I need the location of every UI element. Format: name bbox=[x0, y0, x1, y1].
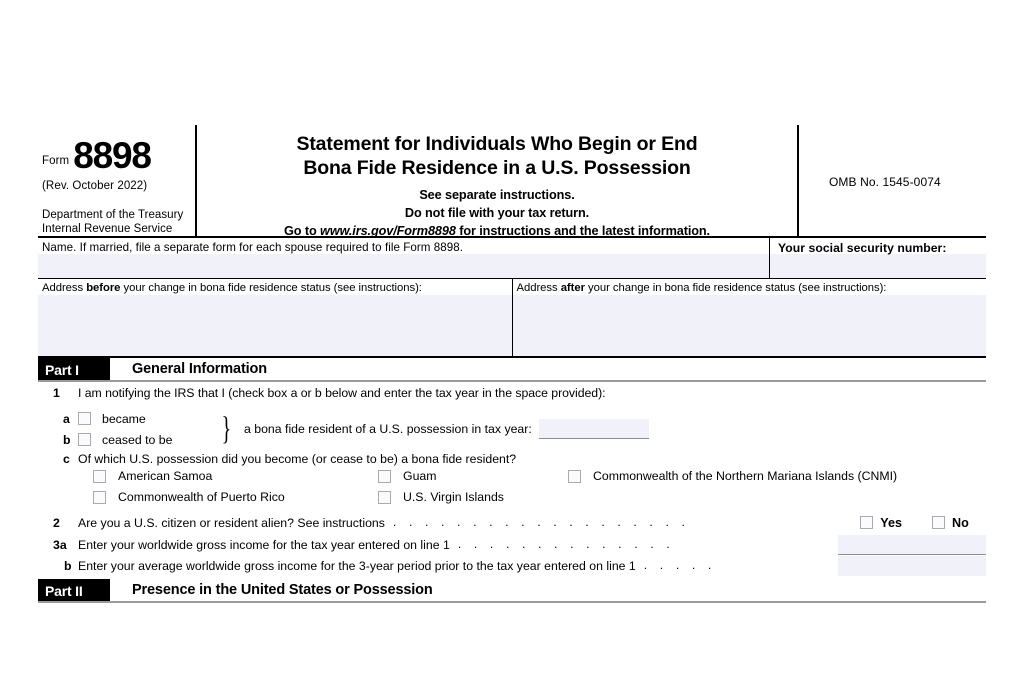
address-after-label bbox=[517, 282, 987, 294]
form-department bbox=[42, 208, 189, 236]
possession-option-guam[interactable] bbox=[378, 469, 437, 483]
line-1a-label: became bbox=[102, 411, 146, 426]
possession-option-puerto-rico[interactable] bbox=[93, 490, 285, 504]
part-1-header bbox=[38, 358, 986, 382]
part-1-tag: Part I bbox=[38, 358, 110, 380]
tax-year-group bbox=[232, 419, 649, 439]
possession-checkbox-guam[interactable] bbox=[378, 470, 391, 483]
line-1ab-block: a became b ceased to be } a bona fide resident of a U.S. possession in tax year: bbox=[38, 408, 986, 450]
line-2-answer-group bbox=[860, 516, 986, 530]
address-before-cell[interactable] bbox=[38, 279, 513, 356]
form-revision-date: (Rev. October 2022) bbox=[42, 180, 148, 192]
possession-label-guam: Guam bbox=[403, 469, 437, 483]
address-before-label bbox=[42, 282, 512, 294]
line-2-no-checkbox[interactable] bbox=[932, 516, 945, 529]
possession-options-row-2 bbox=[38, 490, 986, 511]
possession-options-row-1 bbox=[38, 469, 986, 490]
line-2-leader: . . . . . . . . . . . . . . . . . . . bbox=[392, 514, 690, 529]
address-after-cell[interactable] bbox=[513, 279, 987, 356]
tax-year-text: a bona fide resident of a U.S. possession in tax year: bbox=[244, 422, 532, 436]
ssn-field-cell[interactable] bbox=[770, 238, 986, 278]
line-3a-leader: . . . . . . . . . . . . . . bbox=[457, 536, 675, 551]
form-header bbox=[38, 125, 986, 238]
possession-checkbox-american-samoa[interactable] bbox=[93, 470, 106, 483]
form-title-block bbox=[197, 125, 799, 236]
name-field-cell[interactable] bbox=[38, 238, 770, 278]
line-3b-number: b bbox=[64, 558, 72, 573]
line-2-text: Are you a U.S. citizen or resident alien? See instructions bbox=[78, 515, 385, 530]
possession-label-us-virgin-islands: U.S. Virgin Islands bbox=[403, 490, 504, 504]
department-line-1: Department of the Treasury bbox=[42, 209, 184, 221]
possession-label-cnmi: Commonwealth of the Northern Mariana Islands (CNMI) bbox=[593, 469, 898, 483]
line-1c-letter: c bbox=[63, 452, 70, 466]
line-2-yes-label: Yes bbox=[880, 515, 902, 530]
part-2-title: Presence in the United States or Possession bbox=[132, 582, 433, 598]
possession-option-american-samoa[interactable] bbox=[93, 469, 212, 483]
line-1b-label: ceased to be bbox=[102, 432, 173, 447]
line-3a-number: 3a bbox=[53, 537, 67, 552]
line-2-yes-checkbox[interactable] bbox=[860, 516, 873, 529]
line-3b-leader: . . . . . bbox=[643, 557, 716, 572]
line-1b-letter: b bbox=[63, 432, 71, 447]
line-1ab-options bbox=[38, 408, 223, 450]
ssn-field-label: Your social security number: bbox=[778, 241, 947, 255]
line-1b-row[interactable] bbox=[38, 429, 223, 450]
form-title-line-1: Statement for Individuals Who Begin or End bbox=[296, 133, 698, 155]
form-subtitle-donotfile: Do not file with your tax return. bbox=[404, 205, 590, 220]
part-2-header bbox=[38, 579, 986, 603]
form-identity-block bbox=[38, 125, 197, 236]
line-1c-text: Of which U.S. possession did you become (or cease to be) a bona fide resident? bbox=[78, 452, 517, 466]
line-2-no-label: No bbox=[952, 515, 969, 530]
form-number-line bbox=[42, 127, 189, 176]
possession-checkbox-cnmi[interactable] bbox=[568, 470, 581, 483]
irs-form-url[interactable]: www.irs.gov/Form8898 bbox=[320, 223, 456, 238]
address-after-suffix: your change in bona fide residence status (see instructions): bbox=[584, 282, 887, 294]
omb-block bbox=[799, 125, 986, 236]
address-after-emphasis: after bbox=[560, 282, 585, 294]
address-row bbox=[38, 279, 986, 358]
line-3a-text: Enter your worldwide gross income for the tax year entered on line 1 bbox=[78, 537, 450, 552]
possession-option-us-virgin-islands[interactable] bbox=[378, 490, 504, 504]
form-subtitle-goto bbox=[205, 222, 789, 240]
name-ssn-row bbox=[38, 238, 986, 279]
possession-label-puerto-rico: Commonwealth of Puerto Rico bbox=[118, 490, 285, 504]
line-1c bbox=[38, 452, 986, 466]
form-title-line-2: Bona Fide Residence in a U.S. Possession bbox=[303, 156, 691, 179]
goto-prefix: Go to bbox=[284, 223, 321, 238]
form-word-label: Form bbox=[42, 154, 70, 167]
address-after-prefix: Address bbox=[516, 282, 561, 294]
line-2 bbox=[38, 511, 986, 534]
line-3b-text: Enter your average worldwide gross income for the 3-year period prior to the tax year entered on line 1 bbox=[78, 558, 636, 573]
possession-checkbox-puerto-rico[interactable] bbox=[93, 491, 106, 504]
possession-checkbox-us-virgin-islands[interactable] bbox=[378, 491, 391, 504]
goto-suffix: for instructions and the latest information. bbox=[455, 223, 710, 238]
address-before-suffix: your change in bona fide residence status (see instructions): bbox=[120, 282, 422, 294]
address-before-prefix: Address bbox=[42, 282, 87, 294]
line-3a bbox=[38, 534, 986, 555]
possession-label-american-samoa: American Samoa bbox=[118, 469, 213, 483]
line-3b bbox=[38, 555, 986, 576]
line-1-number: 1 bbox=[53, 386, 60, 400]
possession-options bbox=[38, 469, 986, 511]
line-3a-amount-input[interactable] bbox=[838, 535, 986, 555]
part-1-title: General Information bbox=[132, 361, 267, 377]
form-8898-page bbox=[38, 125, 986, 603]
line-1a-checkbox[interactable] bbox=[78, 412, 91, 425]
address-before-emphasis: before bbox=[86, 282, 121, 294]
part-1-body bbox=[38, 382, 986, 576]
line-1-text: I am notifying the IRS that I (check box a or b below and enter the tax year in the space provided): bbox=[78, 386, 606, 400]
department-line-2: Internal Revenue Service bbox=[42, 223, 173, 236]
tax-year-input[interactable] bbox=[539, 419, 649, 439]
line-3b-amount-input[interactable] bbox=[838, 556, 986, 576]
possession-option-cnmi[interactable] bbox=[568, 469, 897, 483]
line-1a-row[interactable] bbox=[38, 408, 223, 429]
line-1a-letter: a bbox=[63, 411, 70, 426]
form-number: 8898 bbox=[73, 134, 151, 176]
line-2-number: 2 bbox=[53, 515, 60, 530]
line-1b-checkbox[interactable] bbox=[78, 433, 91, 446]
name-field-label: Name. If married, file a separate form for each spouse required to file Form 8898. bbox=[42, 241, 464, 254]
omb-number: OMB No. 1545-0074 bbox=[829, 175, 941, 189]
part-2-tag: Part II bbox=[38, 579, 110, 601]
line-1 bbox=[38, 386, 986, 407]
form-subtitle-instructions: See separate instructions. bbox=[419, 187, 575, 202]
